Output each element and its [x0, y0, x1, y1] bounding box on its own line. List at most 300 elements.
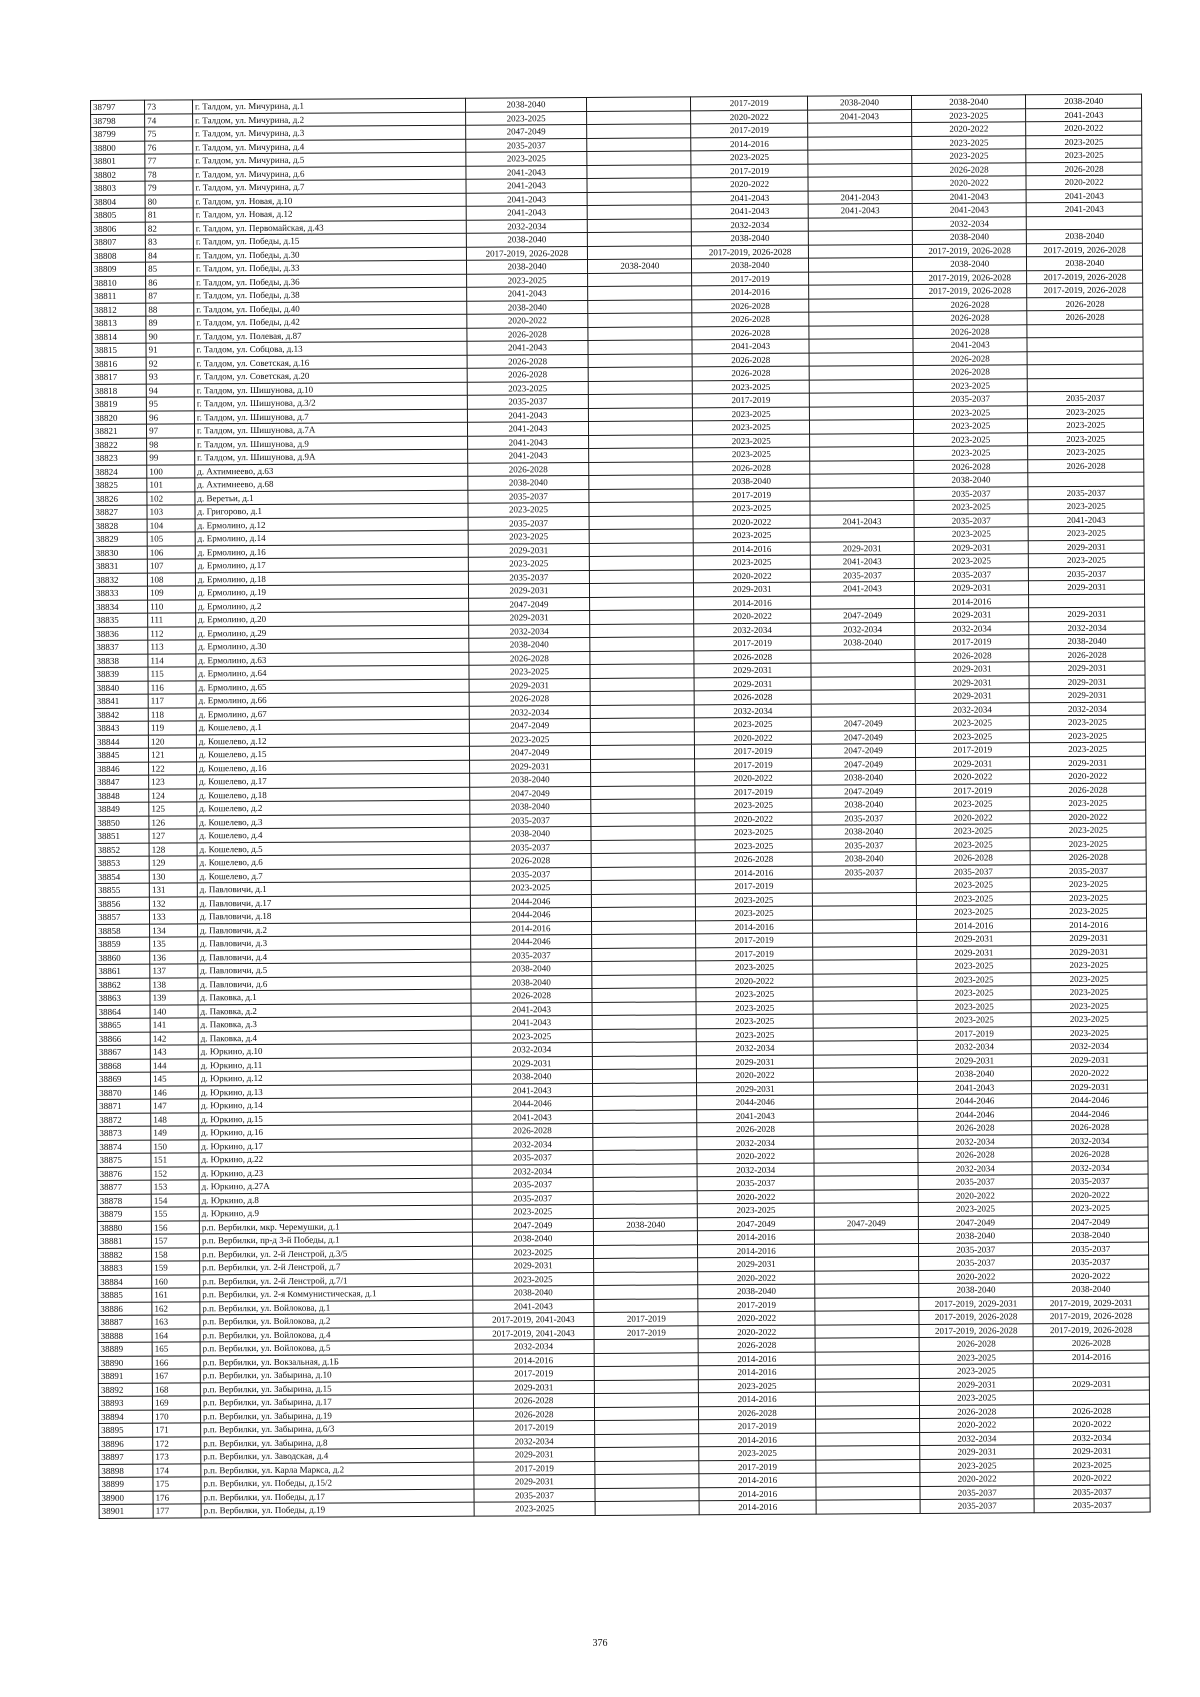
cell-period-3: 2020-2022	[695, 771, 812, 785]
cell-number: 93	[146, 370, 194, 384]
cell-id: 38901	[99, 1504, 153, 1518]
cell-period-5: 2044-2046	[918, 1107, 1033, 1121]
cell-number: 148	[151, 1112, 199, 1126]
cell-address: д. Павловичи, д.18	[197, 908, 470, 923]
cell-address: д. Юркино, д.10	[198, 1043, 471, 1058]
cell-period-2	[591, 853, 695, 867]
cell-period-5: 2020-2022	[912, 122, 1027, 136]
cell-period-5: 2014-2016	[916, 918, 1031, 932]
cell-period-6: 2029-2031	[1031, 931, 1147, 945]
cell-number: 81	[145, 208, 193, 222]
cell-period-5: 2026-2028	[913, 365, 1028, 379]
cell-period-6: 2038-2040	[1033, 1228, 1149, 1242]
cell-period-2	[594, 1271, 698, 1285]
cell-period-4: 2038-2040	[812, 770, 916, 784]
cell-period-4	[810, 527, 914, 541]
cell-address: д. Григорово, д.1	[195, 503, 468, 518]
cell-period-6: 2038-2040	[1033, 1282, 1149, 1296]
cell-period-3: 2026-2028	[694, 650, 811, 664]
cell-period-6: 2017-2019, 2026-2028	[1027, 270, 1143, 284]
cell-id: 38802	[91, 168, 145, 182]
cell-period-5: 2023-2025	[913, 405, 1028, 419]
cell-address: д. Юркино, д.13	[198, 1084, 471, 1099]
cell-period-5: 2020-2022	[912, 176, 1027, 190]
cell-period-5: 2038-2040	[919, 1283, 1034, 1297]
cell-period-5: 2029-2031	[914, 540, 1029, 554]
cell-id: 38798	[91, 114, 145, 128]
cell-id: 38843	[94, 721, 148, 735]
cell-period-5: 2035-2037	[916, 864, 1031, 878]
cell-period-1: 2038-2040	[466, 232, 588, 246]
cell-address: г. Талдом, ул. Советская, д.20	[194, 368, 467, 383]
cell-period-2	[589, 515, 693, 529]
cell-id: 38831	[93, 559, 147, 573]
cell-period-3: 2032-2034	[697, 1163, 814, 1177]
cell-id: 38853	[95, 856, 149, 870]
cell-address: д. Ермолино, д.14	[195, 530, 468, 545]
cell-number: 114	[148, 653, 196, 667]
cell-address: д. Кошелево, д.18	[197, 787, 470, 802]
cell-period-4: 2029-2031	[810, 541, 914, 555]
cell-period-2	[590, 677, 694, 691]
cell-period-6: 2038-2040	[1027, 229, 1143, 243]
cell-period-6: 2023-2025	[1026, 148, 1142, 162]
cell-period-2	[593, 1109, 697, 1123]
cell-period-3: 2023-2025	[696, 987, 813, 1001]
cell-period-1: 2041-2043	[471, 1110, 593, 1124]
cell-period-1: 2023-2025	[469, 664, 591, 678]
cell-period-4	[815, 1351, 919, 1365]
cell-period-4	[813, 1067, 917, 1081]
cell-period-6: 2023-2025	[1031, 999, 1147, 1013]
cell-address: р.п. Вербилки, ул. Забырина, д.19	[200, 1408, 473, 1423]
cell-period-2	[592, 974, 696, 988]
cell-address: г. Талдом, ул. Собцова, д.13	[194, 341, 467, 356]
cell-period-1: 2041-2043	[466, 165, 588, 179]
cell-period-3: 2017-2019	[695, 758, 812, 772]
cell-period-5: 2035-2037	[914, 513, 1029, 527]
cell-period-1: 2014-2016	[470, 921, 592, 935]
cell-period-1: 2035-2037	[472, 1150, 594, 1164]
cell-period-2	[588, 326, 692, 340]
cell-period-6: 2032-2034	[1032, 1161, 1148, 1175]
cell-period-2	[587, 97, 691, 111]
cell-period-3: 2038-2040	[693, 474, 810, 488]
cell-period-2	[590, 569, 694, 583]
cell-period-5: 2017-2019, 2029-2031	[919, 1296, 1034, 1310]
cell-address: р.п. Вербилки, ул. Забырина, д.6/3	[201, 1421, 474, 1436]
cell-address: д. Павловичи, д.5	[198, 962, 471, 977]
cell-id: 38827	[93, 505, 147, 519]
cell-period-1: 2029-2031	[468, 610, 590, 624]
cell-address: д. Павловичи, д.4	[198, 949, 471, 964]
cell-number: 87	[146, 289, 194, 303]
cell-id: 38889	[98, 1342, 152, 1356]
cell-address: д. Ермолино, д.19	[195, 584, 468, 599]
table-body	[91, 94, 1151, 1518]
cell-id: 38836	[94, 627, 148, 641]
cell-period-1: 2038-2040	[466, 300, 588, 314]
cell-address: д. Павловичи, д.1	[197, 881, 470, 896]
cell-number: 122	[149, 761, 197, 775]
cell-period-1: 2047-2049	[465, 124, 587, 138]
cell-period-5: 2020-2022	[918, 1188, 1033, 1202]
cell-address: г. Талдом, ул. Мичурина, д.7	[193, 179, 466, 194]
cell-address: г. Талдом, ул. Новая, д.12	[193, 206, 466, 221]
cell-address: р.п. Вербилки, ул. Заводская, д.4	[201, 1448, 474, 1463]
cell-period-6: 2017-2019, 2029-2031	[1033, 1296, 1149, 1310]
cell-period-3: 2023-2025	[693, 380, 810, 394]
cell-period-1: 2032-2034	[473, 1339, 595, 1353]
cell-period-1: 2044-2046	[470, 894, 592, 908]
cell-id: 38835	[94, 613, 148, 627]
cell-period-5: 2029-2031	[919, 1377, 1034, 1391]
cell-period-2	[589, 434, 693, 448]
cell-period-3: 2020-2022	[693, 515, 810, 529]
cell-period-4	[809, 379, 913, 393]
cell-period-3: 2014-2016	[699, 1392, 816, 1406]
cell-period-6	[1029, 594, 1145, 608]
cell-address: р.п. Вербилки, ул. Войлокова, д.2	[200, 1313, 473, 1328]
cell-period-3: 2032-2034	[695, 704, 812, 718]
cell-period-6: 2023-2025	[1031, 972, 1147, 986]
cell-period-3: 2020-2022	[697, 1068, 814, 1082]
cell-period-2	[588, 272, 692, 286]
cell-number: 141	[150, 1018, 198, 1032]
cell-address: д. Ермолино, д.30	[196, 638, 469, 653]
cell-period-1: 2023-2025	[469, 732, 591, 746]
cell-period-3: 2014-2016	[694, 542, 811, 556]
cell-period-2	[590, 583, 694, 597]
cell-period-6: 2029-2031	[1029, 607, 1145, 621]
cell-period-6: 2032-2034	[1034, 1431, 1150, 1445]
cell-period-4	[809, 419, 913, 433]
cell-period-1: 2041-2043	[467, 340, 589, 354]
cell-period-3: 2038-2040	[698, 1284, 815, 1298]
cell-period-1: 2041-2043	[466, 205, 588, 219]
cell-number: 129	[149, 856, 197, 870]
cell-period-2	[592, 893, 696, 907]
cell-period-5: 2023-2025	[912, 149, 1027, 163]
cell-period-3: 2026-2028	[694, 690, 811, 704]
cell-period-3: 2017-2019	[696, 879, 813, 893]
cell-period-6	[1027, 324, 1143, 338]
cell-period-2	[589, 488, 693, 502]
cell-period-6	[1034, 1390, 1150, 1404]
cell-period-1: 2020-2022	[466, 313, 588, 327]
cell-period-3: 2023-2025	[699, 1379, 816, 1393]
cell-number: 131	[149, 883, 197, 897]
cell-id: 38849	[95, 802, 149, 816]
cell-period-4: 2041-2043	[808, 203, 912, 217]
cell-period-5: 2038-2040	[912, 230, 1027, 244]
cell-period-5: 2038-2040	[914, 473, 1029, 487]
cell-id: 38890	[98, 1356, 152, 1370]
cell-period-2	[594, 1285, 698, 1299]
cell-period-6: 2029-2031	[1031, 945, 1147, 959]
cell-period-4	[810, 487, 914, 501]
cell-id: 38866	[96, 1032, 150, 1046]
cell-period-3: 2032-2034	[692, 218, 809, 232]
cell-period-5: 2026-2028	[913, 324, 1028, 338]
cell-period-2	[593, 1082, 697, 1096]
cell-address: р.п. Вербилки, ул. Победы, д.15/2	[201, 1475, 474, 1490]
cell-address: г. Талдом, ул. Победы, д.42	[194, 314, 467, 329]
cell-address: р.п. Вербилки, ул. Карла Маркса, д.2	[201, 1462, 474, 1477]
cell-number: 117	[148, 694, 196, 708]
cell-period-5: 2041-2043	[912, 203, 1027, 217]
cell-address: г. Талдом, ул. Мичурина, д.3	[193, 125, 466, 140]
cell-period-4	[811, 703, 915, 717]
cell-period-1: 2038-2040	[469, 799, 591, 813]
cell-period-3: 2023-2025	[695, 825, 812, 839]
cell-period-6: 2023-2025	[1029, 553, 1145, 567]
cell-address: д. Юркино, д.15	[199, 1111, 472, 1126]
cell-period-5: 2014-2016	[914, 594, 1029, 608]
cell-period-1: 2047-2049	[469, 718, 591, 732]
cell-id: 38894	[99, 1410, 153, 1424]
cell-period-6: 2044-2046	[1032, 1107, 1148, 1121]
cell-period-1: 2038-2040	[466, 259, 588, 273]
cell-period-4	[813, 1081, 917, 1095]
cell-period-4	[816, 1459, 920, 1473]
cell-period-3: 2023-2025	[693, 434, 810, 448]
cell-period-5: 2038-2040	[911, 95, 1026, 109]
cell-period-3: 2014-2016	[699, 1500, 816, 1514]
cell-period-4	[815, 1283, 919, 1297]
cell-period-1: 2026-2028	[471, 1123, 593, 1137]
cell-period-2	[588, 340, 692, 354]
cell-period-4	[815, 1337, 919, 1351]
cell-period-2	[590, 637, 694, 651]
cell-period-4	[812, 919, 916, 933]
cell-id: 38847	[95, 775, 149, 789]
cell-number: 79	[145, 181, 193, 195]
cell-period-6	[1027, 351, 1143, 365]
cell-id: 38814	[92, 330, 146, 344]
cell-period-1: 2047-2049	[468, 597, 590, 611]
cell-period-5: 2023-2025	[916, 905, 1031, 919]
cell-period-6: 2023-2025	[1034, 1458, 1150, 1472]
cell-period-1: 2029-2031	[473, 1447, 595, 1461]
cell-period-3: 2014-2016	[698, 1230, 815, 1244]
cell-period-2	[594, 1190, 698, 1204]
cell-period-1: 2029-2031	[471, 1056, 593, 1070]
cell-number: 106	[147, 545, 195, 559]
cell-period-3: 2014-2016	[699, 1487, 816, 1501]
cell-period-3: 2017-2019	[698, 1298, 815, 1312]
cell-period-2	[588, 299, 692, 313]
cell-address: д. Юркино, д.8	[199, 1192, 472, 1207]
cell-period-2	[593, 1150, 697, 1164]
cell-number: 111	[148, 613, 196, 627]
cell-id: 38880	[97, 1221, 151, 1235]
cell-period-5: 2035-2037	[913, 392, 1028, 406]
cell-period-1: 2026-2028	[470, 853, 592, 867]
cell-period-6: 2023-2025	[1031, 985, 1147, 999]
cell-number: 139	[150, 991, 198, 1005]
cell-period-3: 2023-2025	[694, 528, 811, 542]
cell-period-3: 2029-2031	[697, 1055, 814, 1069]
cell-period-6: 2029-2031	[1034, 1444, 1150, 1458]
cell-id: 38878	[97, 1194, 151, 1208]
cell-id: 38813	[92, 316, 146, 330]
cell-address: р.п. Вербилки, ул. Забырина, д.10	[200, 1367, 473, 1382]
cell-period-1: 2029-2031	[472, 1258, 594, 1272]
cell-period-4	[812, 892, 916, 906]
cell-period-2	[591, 718, 695, 732]
cell-period-3: 2017-2019	[699, 1419, 816, 1433]
cell-period-5: 2023-2025	[915, 729, 1030, 743]
cell-number: 144	[150, 1058, 198, 1072]
cell-period-4: 2041-2043	[810, 514, 914, 528]
cell-id: 38815	[92, 343, 146, 357]
cell-address: д. Кошелево, д.17	[197, 773, 470, 788]
cell-period-4	[812, 878, 916, 892]
cell-period-6: 2020-2022	[1033, 1188, 1149, 1202]
cell-number: 140	[150, 1004, 198, 1018]
cell-period-5: 2035-2037	[914, 486, 1029, 500]
cell-period-1: 2032-2034	[469, 705, 591, 719]
cell-id: 38855	[95, 883, 149, 897]
cell-period-4: 2038-2040	[812, 797, 916, 811]
cell-id: 38830	[93, 546, 147, 560]
cell-period-1: 2035-2037	[470, 948, 592, 962]
cell-period-1: 2023-2025	[468, 502, 590, 516]
cell-period-3: 2017-2019, 2026-2028	[692, 245, 809, 259]
cell-period-5: 2032-2034	[920, 1431, 1035, 1445]
cell-period-5: 2035-2037	[920, 1485, 1035, 1499]
cell-period-4	[809, 298, 913, 312]
cell-period-3: 2017-2019	[695, 744, 812, 758]
cell-period-6: 2026-2028	[1032, 1147, 1148, 1161]
cell-number: 136	[150, 950, 198, 964]
cell-period-3: 2017-2019	[691, 123, 808, 137]
cell-number: 94	[146, 383, 194, 397]
cell-address: г. Талдом, ул. Шишунова, д.7А	[194, 422, 467, 437]
cell-id: 38871	[97, 1099, 151, 1113]
cell-period-6	[1028, 472, 1144, 486]
cell-period-4	[808, 176, 912, 190]
cell-period-6: 2029-2031	[1030, 756, 1146, 770]
cell-period-5: 2044-2046	[918, 1094, 1033, 1108]
cell-period-3: 2023-2025	[693, 501, 810, 515]
cell-period-4	[815, 1391, 919, 1405]
cell-period-6: 2023-2025	[1033, 1201, 1149, 1215]
cell-period-5: 2023-2025	[916, 891, 1031, 905]
cell-period-5: 2038-2040	[917, 1067, 1032, 1081]
cell-period-1: 2041-2043	[471, 1002, 593, 1016]
cell-address: д. Ермолино, д.20	[196, 611, 469, 626]
cell-period-2	[588, 245, 692, 259]
cell-period-4	[808, 136, 912, 150]
cell-period-2	[589, 502, 693, 516]
cell-period-6: 2035-2037	[1031, 864, 1147, 878]
cell-id: 38842	[94, 708, 148, 722]
cell-period-2	[595, 1501, 699, 1515]
cell-period-3: 2017-2019	[696, 947, 813, 961]
cell-period-1: 2032-2034	[468, 624, 590, 638]
cell-period-5: 2026-2028	[913, 311, 1028, 325]
cell-period-5: 2023-2025	[914, 500, 1029, 514]
cell-period-6: 2035-2037	[1034, 1485, 1150, 1499]
cell-period-5: 2023-2025	[915, 716, 1030, 730]
cell-period-1: 2026-2028	[473, 1393, 595, 1407]
cell-number: 113	[148, 640, 196, 654]
cell-address: д. Павловичи, д.17	[197, 895, 470, 910]
cell-number: 150	[151, 1139, 199, 1153]
cell-period-2	[590, 623, 694, 637]
cell-period-1: 2026-2028	[469, 691, 591, 705]
cell-period-4	[816, 1445, 920, 1459]
cell-period-1: 2041-2043	[472, 1299, 594, 1313]
cell-address: г. Талдом, ул. Мичурина, д.4	[193, 139, 466, 154]
cell-period-4	[809, 433, 913, 447]
cell-period-6	[1028, 378, 1144, 392]
cell-period-3: 2023-2025	[699, 1446, 816, 1460]
cell-address: р.п. Вербилки, ул. Победы, д.17	[201, 1489, 474, 1504]
cell-period-3: 2035-2037	[697, 1176, 814, 1190]
cell-address: р.п. Вербилки, мкр. Черемушки, д.1	[199, 1219, 472, 1234]
cell-period-5: 2032-2034	[912, 216, 1027, 230]
cell-period-5: 2023-2025	[913, 378, 1028, 392]
cell-period-2	[593, 1096, 697, 1110]
cell-address: д. Павловичи, д.3	[198, 935, 471, 950]
repair-schedule-table	[90, 94, 1151, 1519]
cell-period-5: 2029-2031	[914, 581, 1029, 595]
cell-period-2	[587, 164, 691, 178]
cell-period-4	[814, 1229, 918, 1243]
cell-period-1: 2044-2046	[471, 1096, 593, 1110]
cell-period-6	[1034, 1363, 1150, 1377]
cell-period-4	[813, 986, 917, 1000]
cell-number: 78	[145, 167, 193, 181]
cell-number: 119	[148, 721, 196, 735]
cell-period-5: 2023-2025	[914, 432, 1029, 446]
cell-number: 158	[152, 1247, 200, 1261]
cell-period-5: 2032-2034	[915, 621, 1030, 635]
cell-period-1: 2041-2043	[466, 178, 588, 192]
cell-address: д. Ермолино, д.17	[195, 557, 468, 572]
cell-period-4	[808, 217, 912, 231]
cell-period-3: 2023-2025	[696, 906, 813, 920]
cell-id: 38877	[97, 1180, 151, 1194]
cell-period-3: 2041-2043	[697, 1109, 814, 1123]
cell-address: д. Кошелево, д.12	[196, 733, 469, 748]
cell-id: 38811	[92, 289, 146, 303]
cell-period-1: 2032-2034	[466, 219, 588, 233]
cell-period-6: 2041-2043	[1028, 513, 1144, 527]
cell-period-4	[808, 257, 912, 271]
cell-period-4	[812, 905, 916, 919]
cell-id: 38858	[96, 924, 150, 938]
cell-number: 104	[147, 518, 195, 532]
cell-number: 154	[151, 1193, 199, 1207]
cell-number: 165	[152, 1342, 200, 1356]
cell-period-3: 2029-2031	[698, 1257, 815, 1271]
cell-number: 123	[149, 775, 197, 789]
cell-period-2	[595, 1379, 699, 1393]
cell-id: 38801	[91, 154, 145, 168]
cell-address: д. Юркино, д.22	[199, 1151, 472, 1166]
cell-period-1: 2026-2028	[466, 327, 588, 341]
cell-period-6: 2020-2022	[1033, 1269, 1149, 1283]
cell-period-4	[815, 1310, 919, 1324]
cell-period-2	[591, 731, 695, 745]
cell-period-4: 2038-2040	[812, 851, 916, 865]
cell-period-5: 2017-2019, 2026-2028	[913, 270, 1028, 284]
cell-period-1: 2023-2025	[471, 1029, 593, 1043]
